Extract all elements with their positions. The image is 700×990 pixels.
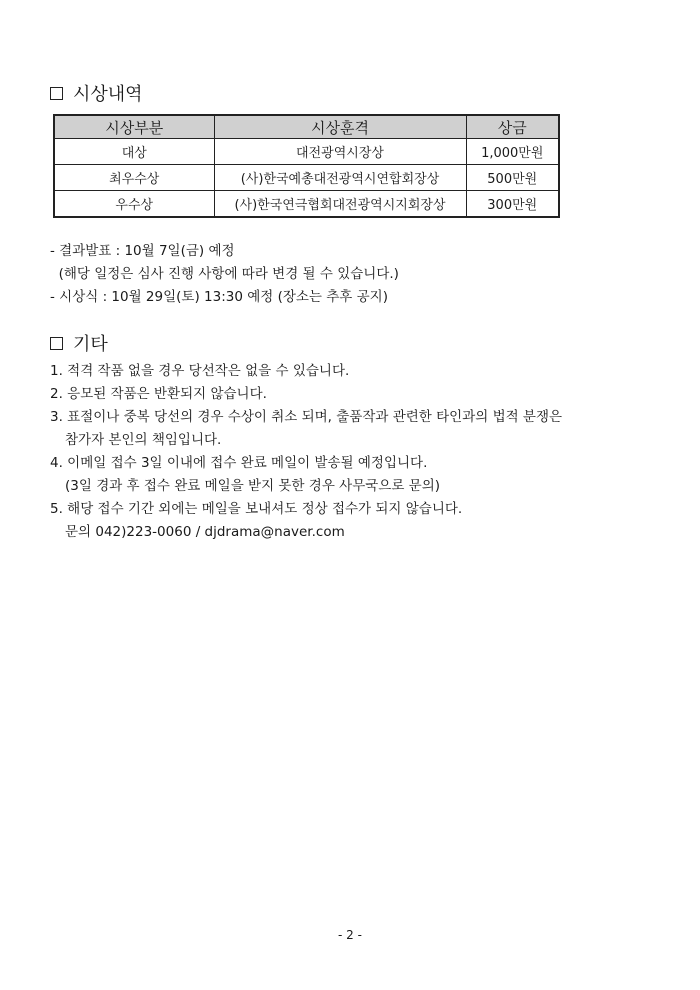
etc-list [50, 360, 655, 544]
award-notes [50, 240, 399, 309]
table-row [54, 139, 559, 165]
list-item-line: 2. 응모된 작품은 반환되지 않습니다. [50, 386, 267, 402]
cell-category: 최우수상 [54, 165, 214, 191]
note-result-announcement: - 결과발표 : 10월 7일(금) 예정 [50, 243, 235, 259]
list-item-continuation: (3일 경과 후 접수 완료 메일을 받지 못한 경우 사무국으로 문의) [65, 478, 441, 494]
header-category: 시상부분 [54, 115, 214, 139]
list-item-line: 5. 해당 접수 기간 외에는 메일을 보내셔도 정상 접수가 되지 않습니다. [50, 501, 463, 517]
list-item-continuation: 참가자 본인의 책임입니다. [65, 432, 222, 448]
list-item [50, 360, 655, 383]
awards-section-heading [50, 80, 143, 106]
checkbox-icon [50, 87, 63, 100]
etc-section-heading [50, 330, 108, 356]
award-table [53, 114, 560, 218]
etc-section-title: 기타 [73, 334, 108, 355]
page-number: - 2 - [338, 928, 362, 942]
header-award-title: 시상훈격 [214, 115, 466, 139]
cell-prize: 1,000만원 [466, 139, 559, 165]
list-item [50, 406, 655, 452]
awards-section-title: 시상내역 [73, 84, 143, 105]
cell-category: 우수상 [54, 191, 214, 218]
list-item [50, 383, 655, 406]
header-prize: 상금 [466, 115, 559, 139]
list-item [50, 452, 655, 498]
cell-award-title: 대전광역시장상 [214, 139, 466, 165]
checkbox-icon [50, 337, 63, 350]
list-item-line: 4. 이메일 접수 3일 이내에 접수 완료 메일이 발송될 예정입니다. [50, 455, 428, 471]
list-item-line: 1. 적격 작품 없을 경우 당선작은 없을 수 있습니다. [50, 363, 350, 379]
list-item [50, 498, 655, 544]
note-schedule-change: (해당 일정은 심사 진행 사항에 따라 변경 될 수 있습니다.) [50, 266, 399, 282]
cell-prize: 300만원 [466, 191, 559, 218]
cell-category: 대상 [54, 139, 214, 165]
table-row [54, 191, 559, 218]
contact-line: 문의 042)223-0060 / djdrama@naver.com [65, 524, 345, 540]
table-row [54, 165, 559, 191]
table-header-row [54, 115, 559, 139]
cell-award-title: (사)한국예총대전광역시연합회장상 [214, 165, 466, 191]
note-ceremony: - 시상식 : 10월 29일(토) 13:30 예정 (장소는 추후 공지) [50, 289, 388, 305]
cell-prize: 500만원 [466, 165, 559, 191]
cell-award-title: (사)한국연극협회대전광역시지회장상 [214, 191, 466, 218]
list-item-line: 3. 표절이나 중복 당선의 경우 수상이 취소 되며, 출품작과 관련한 타인과의 법적 분쟁은 [50, 409, 563, 425]
